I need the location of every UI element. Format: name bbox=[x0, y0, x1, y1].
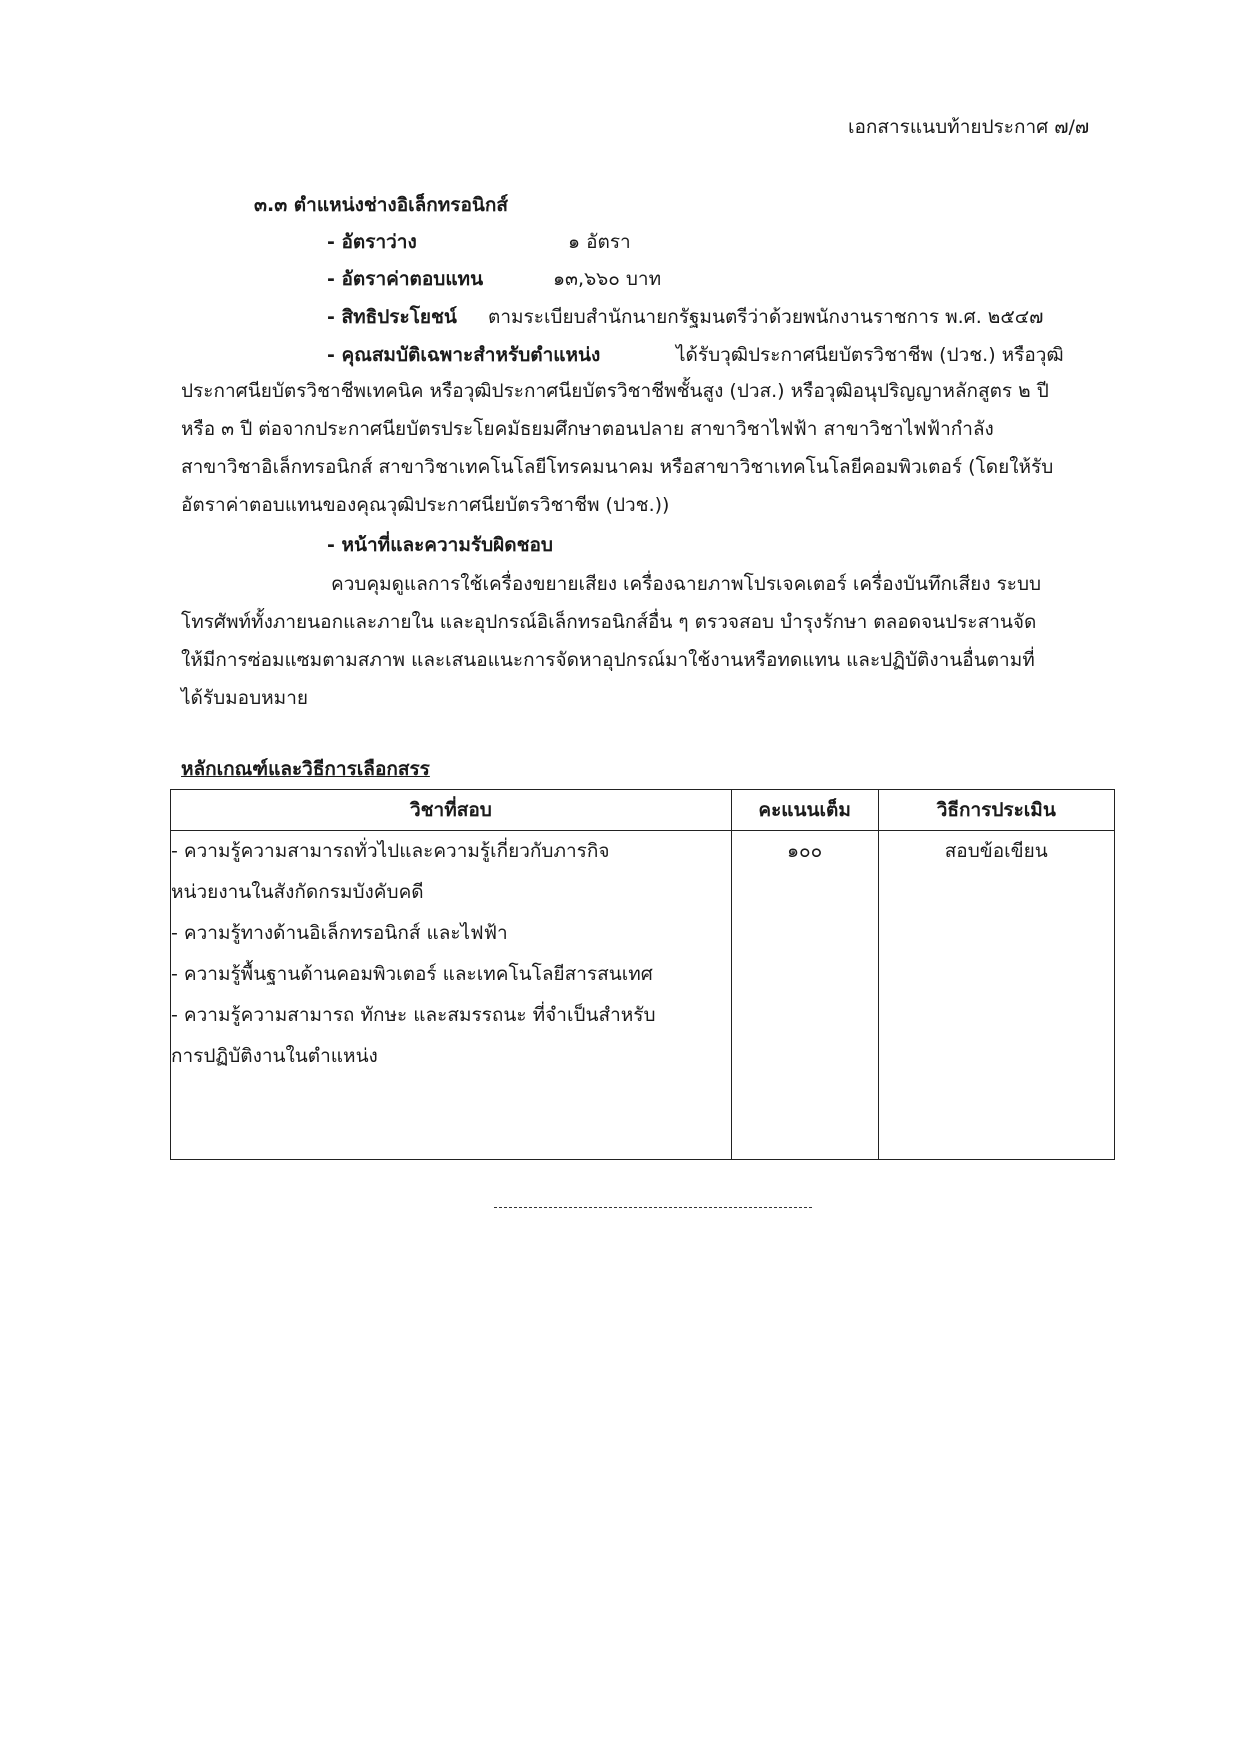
column-header-subject: วิชาที่สอบ bbox=[171, 790, 732, 831]
score-cell: ๑๐๐ bbox=[731, 831, 878, 1160]
duty-line: ควบคุมดูแลการใช้เครื่องขยายเสียง เครื่องฉายภาพโปรเจคเตอร์ เครื่องบันทึกเสียง ระบบ bbox=[331, 573, 1042, 595]
vacancy-label: - อัตราว่าง bbox=[327, 231, 417, 253]
benefit-label: - สิทธิประโยชน์ bbox=[327, 306, 457, 328]
criteria-table bbox=[170, 789, 1115, 1160]
duty-text bbox=[181, 565, 1041, 717]
duty-line: ได้รับมอบหมาย bbox=[181, 687, 309, 709]
benefit-value: ตามระเบียบสำนักนายกรัฐมนตรีว่าด้วยพนักงานราชการ พ.ศ. ๒๕๔๗ bbox=[488, 306, 1044, 328]
criteria-heading: หลักเกณฑ์และวิธีการเลือกสรร bbox=[181, 758, 430, 780]
position-title: ๓.๓ ตำแหน่งช่างอิเล็กทรอนิกส์ bbox=[254, 194, 508, 216]
method-cell: สอบข้อเขียน bbox=[878, 831, 1115, 1160]
table-header-row bbox=[171, 790, 1115, 831]
subject-line: - ความรู้ความสามารถ ทักษะ และสมรรถนะ ที่จำเป็นสำหรับ bbox=[171, 1004, 656, 1026]
salary-label: - อัตราค่าตอบแทน bbox=[327, 268, 484, 290]
subject-line: - ความรู้ความสามารถทั่วไปและความรู้เกี่ยวกับภารกิจ bbox=[171, 840, 610, 862]
table-row bbox=[171, 831, 1115, 1160]
duty-label: - หน้าที่และความรับผิดชอบ bbox=[327, 534, 553, 556]
duty-line: ให้มีการซ่อมแซมตามสภาพ และเสนอแนะการจัดหาอุปกรณ์มาใช้งานหรือทดแทน และปฏิบัติงานอื่นตามที่ bbox=[181, 649, 1035, 671]
vacancy-value: ๑ อัตรา bbox=[568, 231, 631, 253]
column-header-score: คะแนนเต็ม bbox=[731, 790, 878, 831]
subject-cell bbox=[171, 831, 732, 1160]
qualification-line: ประกาศนียบัตรวิชาชีพเทคนิค หรือวุฒิประกาศนียบัตรวิชาชีพชั้นสูง (ปวส.) หรือวุฒิอนุปริญญาหลักสูตร ๒ ปี bbox=[181, 380, 1049, 402]
subject-line: การปฏิบัติงานในตำแหน่ง bbox=[171, 1045, 378, 1067]
qualification-label: - คุณสมบัติเฉพาะสำหรับตำแหน่ง bbox=[327, 344, 601, 366]
qualification-first-line: ได้รับวุฒิประกาศนียบัตรวิชาชีพ (ปวช.) หรือวุฒิ bbox=[676, 344, 1064, 366]
subject-line: - ความรู้พื้นฐานด้านคอมพิวเตอร์ และเทคโนโลยีสารสนเทศ bbox=[171, 963, 653, 985]
end-divider bbox=[494, 1207, 812, 1208]
qualification-text bbox=[181, 372, 1053, 524]
subject-line: - ความรู้ทางด้านอิเล็กทรอนิกส์ และไฟฟ้า bbox=[171, 922, 508, 944]
duty-line: โทรศัพท์ทั้งภายนอกและภายใน และอุปกรณ์อิเล็กทรอนิกส์อื่น ๆ ตรวจสอบ บำรุงรักษา ตลอดจนประสานจัด bbox=[181, 611, 1037, 633]
subject-line: หน่วยงานในสังกัดกรมบังคับคดี bbox=[171, 881, 424, 903]
column-header-method: วิธีการประเมิน bbox=[878, 790, 1115, 831]
salary-value: ๑๓,๖๖๐ บาท bbox=[553, 268, 662, 290]
qualification-line: หรือ ๓ ปี ต่อจากประกาศนียบัตรประโยคมัธยมศึกษาตอนปลาย สาขาวิชาไฟฟ้า สาขาวิชาไฟฟ้ากำลัง bbox=[181, 418, 994, 440]
qualification-line: อัตราค่าตอบแทนของคุณวุฒิประกาศนียบัตรวิชาชีพ (ปวช.)) bbox=[181, 494, 670, 516]
document-reference: เอกสารแนบท้ายประกาศ ๗/๗ bbox=[848, 116, 1090, 138]
qualification-line: สาขาวิชาอิเล็กทรอนิกส์ สาขาวิชาเทคโนโลยีโทรคมนาคม หรือสาขาวิชาเทคโนโลยีคอมพิวเตอร์ (โดยให้รับ bbox=[181, 456, 1054, 478]
